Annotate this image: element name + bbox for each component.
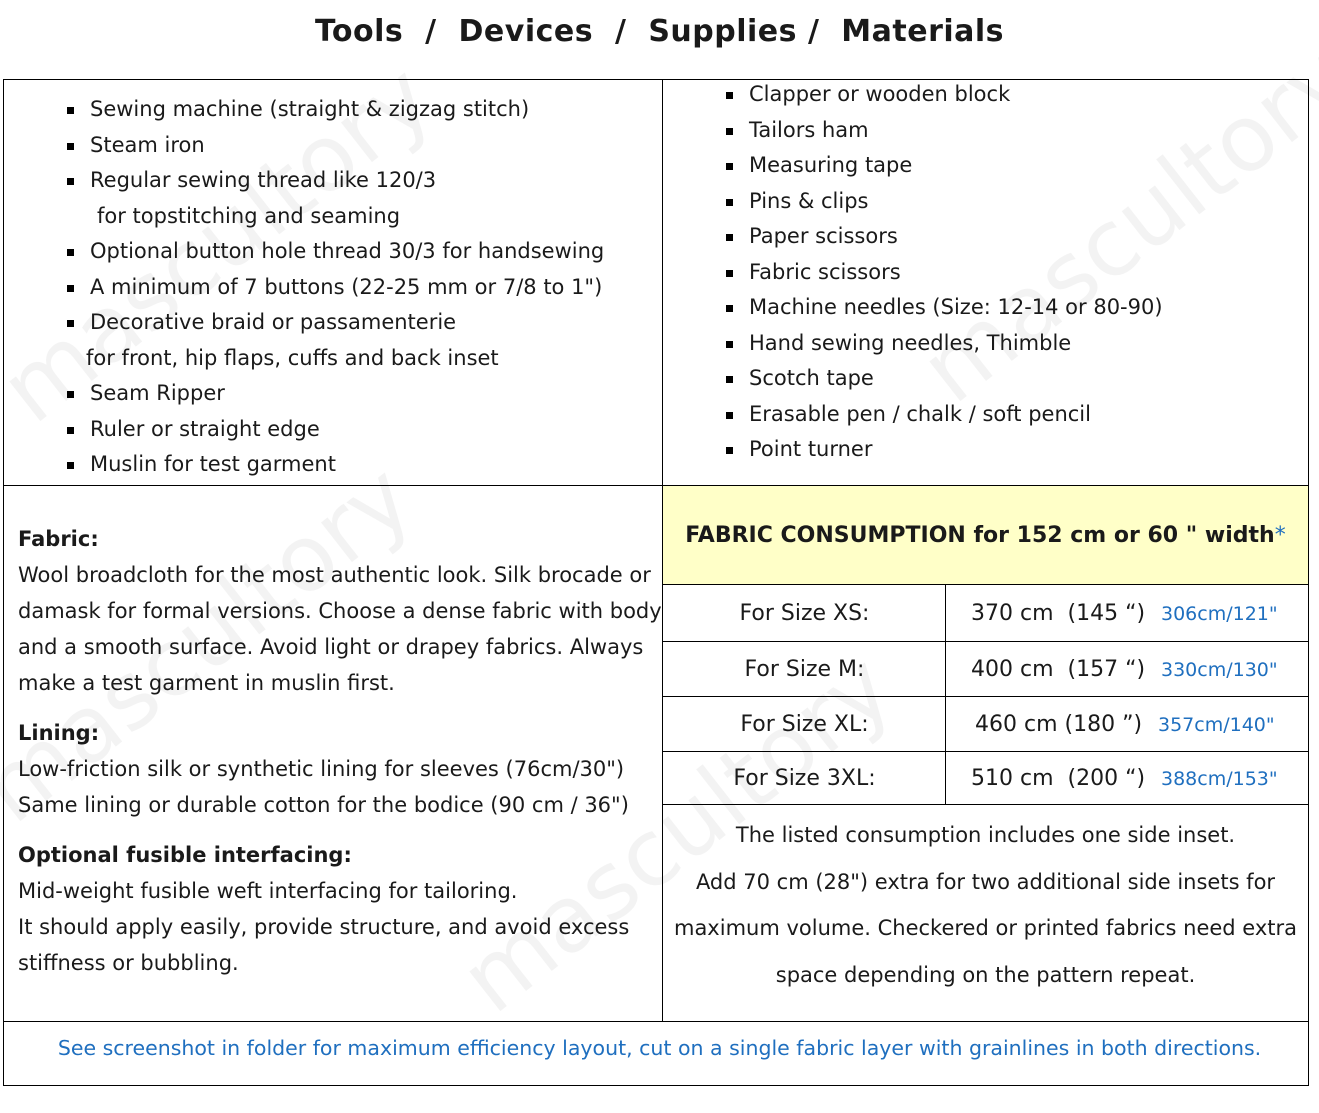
consumption-heading: [663, 486, 1308, 584]
table-row: [663, 697, 1308, 752]
interfacing-line: Mid-weight fusible weft interfacing for tailoring.: [18, 879, 518, 903]
list-item: Scotch tape: [726, 361, 1163, 397]
table-border-right: [1308, 79, 1309, 1086]
list-item: Measuring tape: [726, 148, 1163, 184]
list-item: Sewing machine (straight & zigzag stitch): [67, 92, 604, 128]
list-item: Hand sewing needles, Thimble: [726, 326, 1163, 362]
note-line: The listed consumption includes one side inset.: [735, 823, 1236, 847]
lining-line: Same lining or durable cotton for the bodice (90 cm / 36"): [18, 793, 629, 817]
table-row: [663, 642, 1308, 697]
tools-list-left: [67, 92, 604, 483]
table-row: [663, 751, 1308, 806]
list-item: Point turner: [726, 432, 1163, 468]
page-title: Tools / Devices / Supplies / Materials: [314, 14, 1005, 49]
list-item: Steam iron: [67, 128, 604, 164]
list-item: Erasable pen / chalk / soft pencil: [726, 397, 1163, 433]
list-item: Clapper or wooden block: [726, 77, 1163, 113]
fabric-heading: Fabric:: [18, 527, 99, 551]
size-consumption: 460 cm (180 ”): [975, 712, 1143, 737]
lining-heading: Lining:: [18, 721, 100, 745]
list-item: Paper scissors: [726, 219, 1163, 255]
list-item: Regular sewing thread like 120/3: [67, 163, 604, 199]
note-line: space depending on the pattern repeat.: [775, 962, 1196, 987]
size-consumption: 510 cm (200 “): [971, 766, 1146, 791]
size-alt-consumption: 388cm/153": [1161, 768, 1278, 790]
size-alt-consumption: 306cm/121": [1161, 603, 1278, 625]
size-label: For Size 3XL:: [733, 766, 876, 791]
consumption-note: [663, 812, 1308, 998]
table-divider: [3, 1021, 1309, 1022]
table-divider: [663, 584, 1309, 585]
list-item: Muslin for test garment: [67, 447, 604, 483]
size-alt-consumption: 357cm/140": [1158, 714, 1275, 736]
list-item-continuation: for topstitching and seaming: [97, 203, 401, 228]
note-line: Add 70 cm (28") extra for two additional side insets for: [695, 869, 1276, 894]
fabric-line: make a test garment in muslin first.: [18, 671, 395, 695]
consumption-heading-text: FABRIC CONSUMPTION for 152 cm or 60 " width: [685, 522, 1275, 548]
footer-note: See screenshot in folder for maximum efficiency layout, cut on a single fabric layer with grainlines in both directions.: [57, 1036, 1262, 1060]
list-item: Seam Ripper: [67, 376, 604, 412]
list-item: Optional button hole thread 30/3 for handsewing: [67, 234, 604, 270]
fabric-line: damask for formal versions. Choose a dense fabric with body: [18, 599, 662, 623]
size-label: For Size XL:: [740, 712, 869, 737]
interfacing-line: It should apply easily, provide structure, and avoid excess: [18, 915, 630, 939]
lining-line: Low-friction silk or synthetic lining for sleeves (76cm/30"): [18, 757, 625, 781]
size-label: For Size M:: [744, 657, 865, 682]
fabric-line: Wool broadcloth for the most authentic look. Silk brocade or: [18, 563, 651, 587]
list-item: Decorative braid or passamenterie: [67, 305, 604, 341]
size-consumption: 400 cm (157 “): [971, 657, 1146, 682]
size-alt-consumption: 330cm/130": [1161, 659, 1278, 681]
list-item: Machine needles (Size: 12-14 or 80-90): [726, 290, 1163, 326]
table-border-left: [3, 79, 4, 1086]
list-item: Fabric scissors: [726, 255, 1163, 291]
list-item-continuation: for front, hip flaps, cuffs and back inset: [86, 345, 499, 370]
interfacing-line: stiffness or bubbling.: [18, 951, 239, 975]
table-border-bottom: [3, 1085, 1309, 1086]
list-item: Tailors ham: [726, 113, 1163, 149]
asterisk: *: [1274, 522, 1286, 548]
list-item: Pins & clips: [726, 184, 1163, 220]
fabric-line: and a smooth surface. Avoid light or drapey fabrics. Always: [18, 635, 644, 659]
materials-description: [18, 521, 662, 981]
size-label: For Size XS:: [739, 601, 870, 626]
size-consumption: 370 cm (145 “): [971, 601, 1146, 626]
note-line: maximum volume. Checkered or printed fabrics need extra: [673, 916, 1298, 940]
tools-list-right: [726, 77, 1163, 468]
table-row: [663, 586, 1308, 641]
interfacing-heading: Optional fusible interfacing:: [18, 843, 352, 867]
list-item: A minimum of 7 buttons (22-25 mm or 7/8 to 1"): [67, 270, 604, 306]
list-item: Ruler or straight edge: [67, 412, 604, 448]
